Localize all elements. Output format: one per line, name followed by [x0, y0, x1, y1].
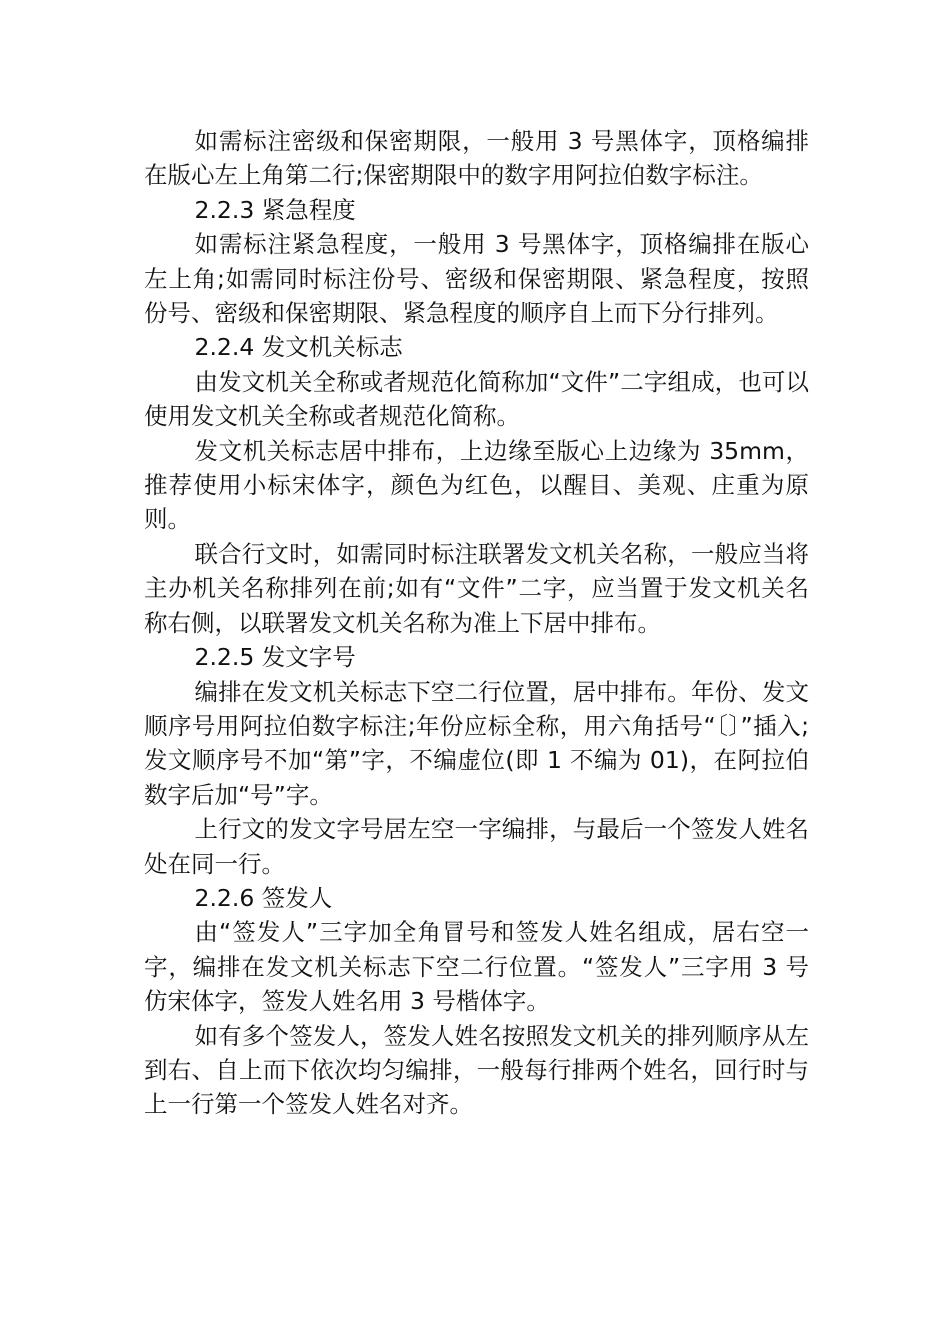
paragraph-upward-document-number: 上行文的发文字号居左空一字编排，与最后一个签发人姓名处在同一行。 [144, 815, 809, 878]
paragraph-joint-issuance: 联合行文时，如需同时标注联署发文机关名称，一般应当将主办机关名称排列在前;如有“文件”二字，应当置于发文机关名称右侧，以联署发文机关名称为准上下居中排布。 [144, 539, 809, 637]
paragraph-signer: 由“签发人”三字加全角冒号和签发人姓名组成，居右空一字，编排在发文机关标志下空二行位置。“签发人”三字用 3 号仿宋体字，签发人姓名用 3 号楷体字。 [144, 918, 809, 1016]
heading-2-2-4: 2.2.4 发文机关标志 [194, 333, 403, 362]
document-body [144, 124, 809, 1122]
heading-2-2-3: 2.2.3 紧急程度 [194, 195, 356, 224]
paragraph-issuer-mark-layout: 发文机关标志居中排布，上边缘至版心上边缘为 35mm，推荐使用小标宋体字，颜色为红色，以醒目、美观、庄重为原则。 [144, 436, 809, 534]
heading-2-2-5: 2.2.5 发文字号 [194, 643, 356, 672]
paragraph-urgency: 如需标注紧急程度，一般用 3 号黑体字，顶格编排在版心左上角;如需同时标注份号、密级和保密期限、紧急程度，按照份号、密级和保密期限、紧急程度的顺序自上而下分行排列。 [144, 230, 809, 328]
paragraph-issuer-mark-composition: 由发文机关全称或者规范化简称加“文件”二字组成，也可以使用发文机关全称或者规范化简称。 [144, 367, 809, 431]
heading-2-2-6: 2.2.6 签发人 [194, 883, 333, 912]
paragraph-document-number: 编排在发文机关标志下空二行位置，居中排布。年份、发文顺序号用阿拉伯数字标注;年份应标全称，用六角括号“〔〕”插入;发文顺序号不加“第”字，不编虚位(即 1 不编为 01)，在阿拉伯数字后加“号”字。 [144, 677, 809, 809]
paragraph-classification: 如需标注密级和保密期限，一般用 3 号黑体字，顶格编排在版心左上角第二行;保密期限中的数字用阿拉伯数字标注。 [144, 127, 809, 190]
paragraph-multiple-signers: 如有多个签发人，签发人姓名按照发文机关的排列顺序从左到右、自上而下依次均匀编排，一般每行排两个姓名，回行时与上一行第一个签发人姓名对齐。 [144, 1021, 809, 1119]
